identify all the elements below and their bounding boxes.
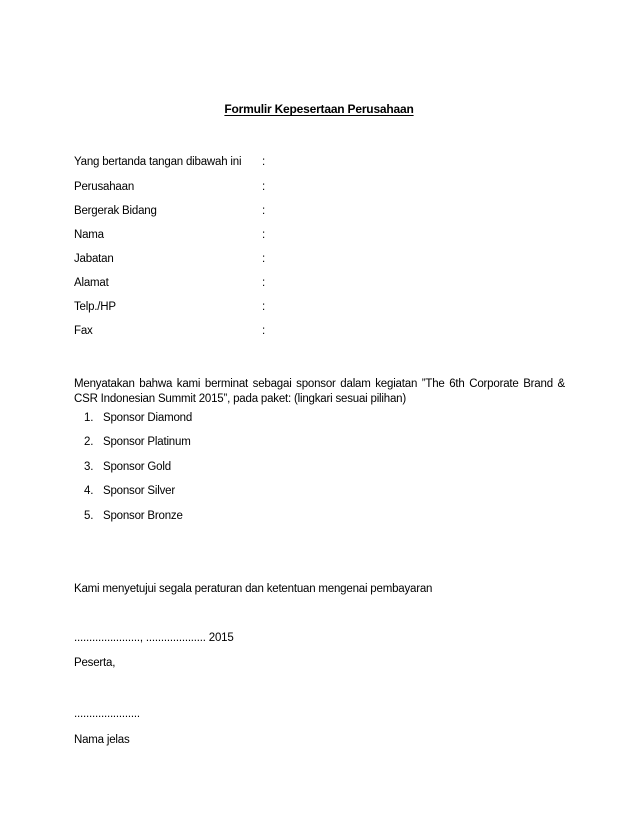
field-colon: : (262, 301, 265, 313)
sponsor-statement: Menyatakan bahwa kami berminat sebagai sponsor dalam kegiatan ”The 6th Corporate Brand & CSR Indonesian Summit 2015”, pada paket: (lingkari sesuai pilihan) (74, 378, 565, 405)
field-label-company: Perusahaan (74, 181, 135, 193)
form-title: Formulir Kepesertaan Perusahaan (224, 102, 414, 116)
package-label: Sponsor Diamond (103, 412, 193, 424)
field-row-position (74, 253, 554, 269)
package-number: 5. (84, 510, 94, 522)
field-label-address: Alamat (74, 277, 109, 289)
field-label-signer: Yang bertanda tangan dibawah ini (74, 156, 242, 168)
full-name-label: Nama jelas (74, 734, 130, 746)
package-item-gold (84, 461, 171, 477)
field-colon: : (262, 156, 265, 168)
field-label-business-field: Bergerak Bidang (74, 205, 157, 217)
field-row-name (74, 229, 554, 245)
package-item-diamond (84, 412, 192, 428)
package-item-silver (84, 485, 175, 501)
field-colon: : (262, 277, 265, 289)
package-label: Sponsor Gold (103, 461, 171, 473)
field-row-address (74, 277, 554, 293)
participant-label: Peserta, (74, 657, 116, 669)
field-colon: : (262, 205, 265, 217)
package-label: Sponsor Silver (103, 485, 175, 497)
field-row-company (74, 181, 554, 197)
field-row-fax (74, 325, 554, 341)
place-date-line: ......................, .................... 2015 (74, 632, 234, 644)
field-row-business-field (74, 205, 554, 221)
package-item-bronze (84, 510, 183, 526)
package-label: Sponsor Platinum (103, 436, 191, 448)
package-number: 2. (84, 436, 94, 448)
package-number: 4. (84, 485, 94, 497)
field-colon: : (262, 325, 265, 337)
signature-line: ...................... (74, 708, 140, 720)
field-label-phone: Telp./HP (74, 301, 116, 313)
field-label-name: Nama (74, 229, 104, 241)
package-number: 3. (84, 461, 94, 473)
field-colon: : (262, 253, 265, 265)
package-label: Sponsor Bronze (103, 510, 183, 522)
agreement-statement: Kami menyetujui segala peraturan dan ketentuan mengenai pembayaran (74, 583, 433, 595)
field-label-position: Jabatan (74, 253, 114, 265)
package-number: 1. (84, 412, 94, 424)
package-item-platinum (84, 436, 191, 452)
field-colon: : (262, 229, 265, 241)
field-label-fax: Fax (74, 325, 93, 337)
field-row-phone (74, 301, 554, 317)
field-colon: : (262, 181, 265, 193)
field-row-signer (74, 156, 554, 172)
